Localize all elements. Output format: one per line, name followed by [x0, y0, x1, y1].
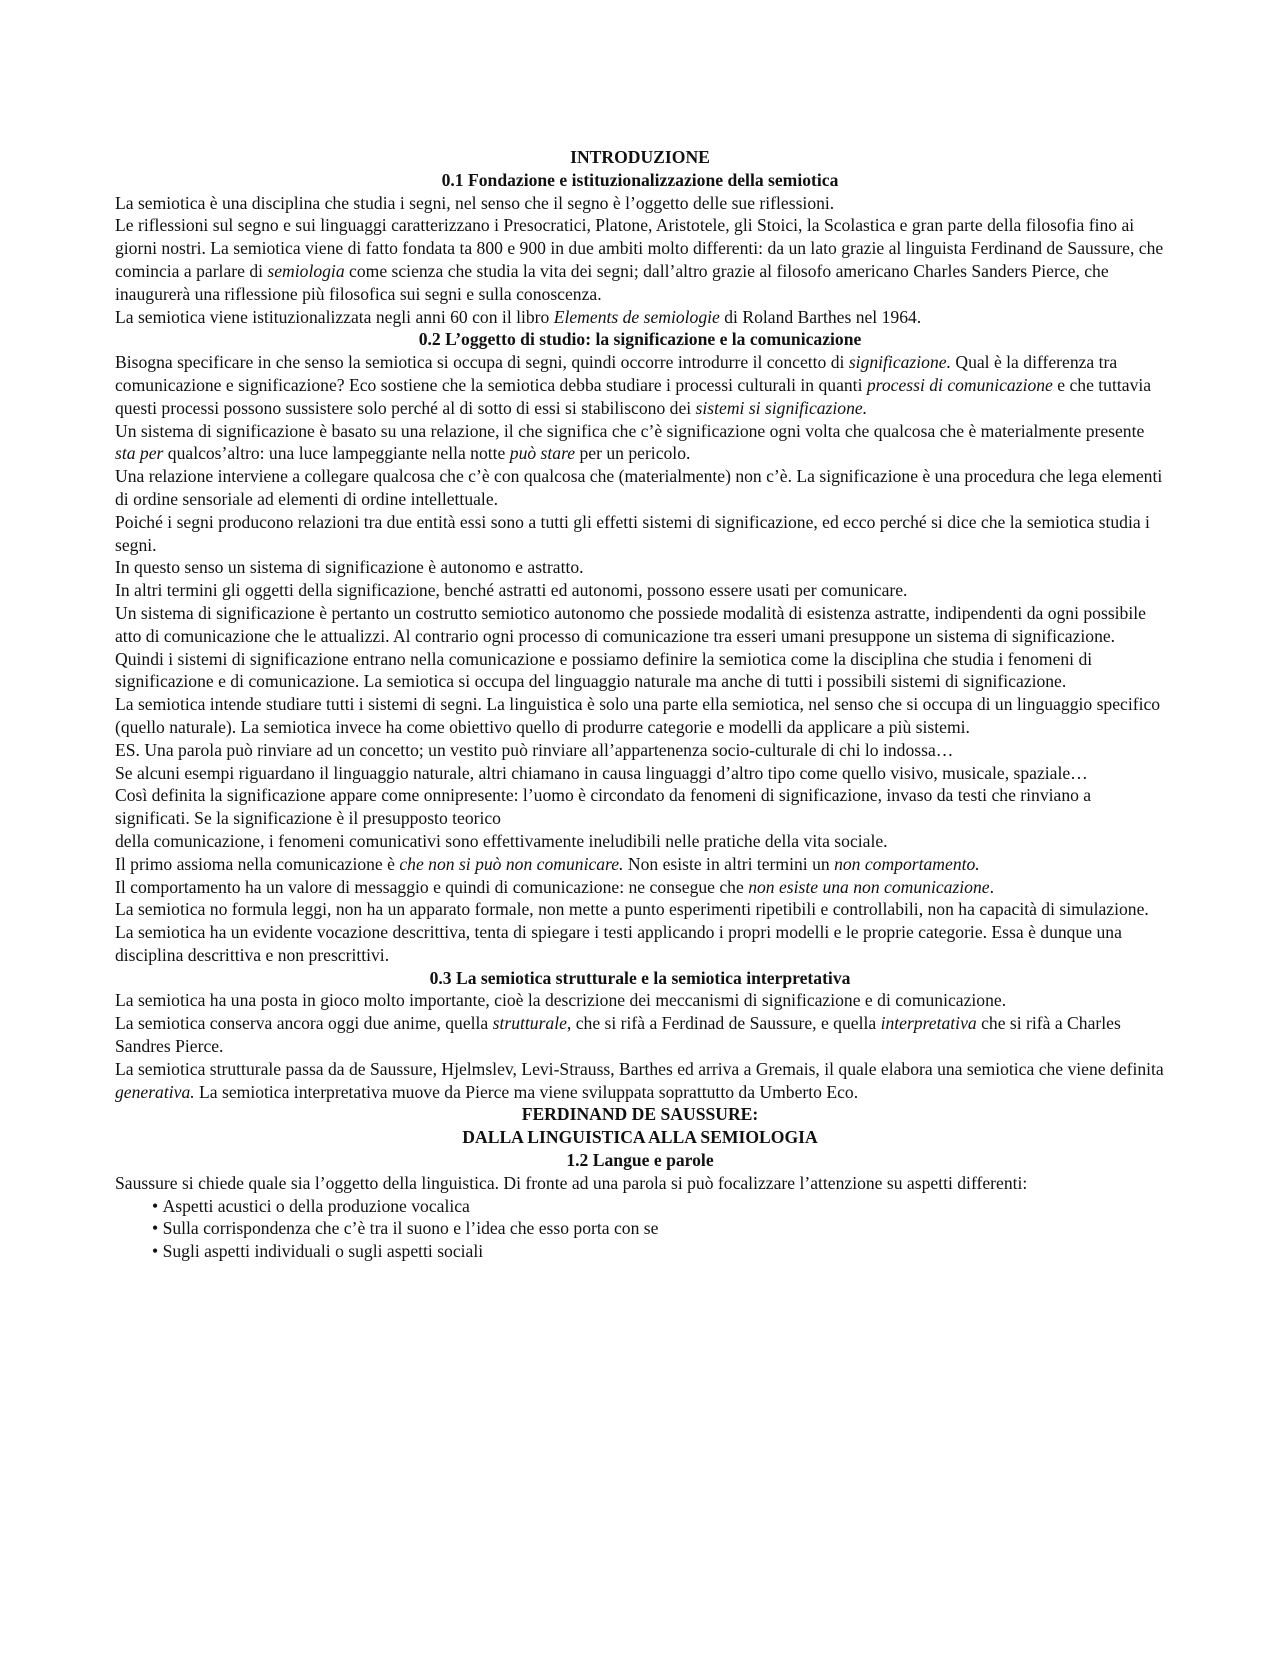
- text-run: La semiotica è una disciplina che studia i segni, nel senso che il segno è l’oggetto delle sue riflessioni.: [115, 192, 835, 213]
- section-heading: 0.1 Fondazione e istituzionalizzazione della semiotica: [441, 169, 839, 190]
- text-run: della comunicazione, i fenomeni comunicativi sono effettivamente ineludibili nelle pratiche della vita sociale.: [115, 830, 888, 851]
- paragraph: [115, 420, 1165, 466]
- text-run: Qual è la differenza tra comunicazione e significazione? Eco sostiene che la semiotica debba studiare i processi culturali in quanti: [115, 352, 1118, 395]
- text-run: In questo senso un sistema di significazione è autonomo e astratto.: [115, 557, 584, 578]
- text-run: La semiotica ha una posta in gioco molto importante, cioè la descrizione dei meccanismi di significazione e di comunicazione.: [115, 990, 1007, 1011]
- paragraph: [115, 762, 1165, 785]
- text-run: La semiotica intende studiare tutti i sistemi di segni. La linguistica è solo una parte ella semiotica, nel senso che si occupa di un linguaggio specifico (quello naturale). La semiotica invece ha come obiettivo quello di produrre categorie e modelli da applicare a più sistemi.: [115, 694, 1161, 737]
- text-run: qualcos’altro: una luce lampeggiante nella notte: [163, 443, 510, 464]
- paragraph: [115, 784, 1165, 830]
- text-run: Saussure si chiede quale sia l’oggetto della linguistica. Di fronte ad una parola si può focalizzare l’attenzione su aspetti differenti:: [115, 1172, 1028, 1193]
- italic-text: generativa.: [115, 1081, 195, 1102]
- italic-text: processi di comunicazione: [866, 374, 1053, 395]
- section-heading: 1.2 Langue e parole: [566, 1150, 714, 1171]
- paragraph: [115, 876, 1165, 899]
- paragraph: [115, 351, 1165, 419]
- paragraph: [115, 648, 1165, 694]
- section-heading: 0.3 La semiotica strutturale e la semiotica interpretativa: [429, 967, 851, 988]
- text-run: La semiotica strutturale passa da de Saussure, Hjelmslev, Levi-Strauss, Barthes ed arriva a Gremais, il quale elabora una semiotica che viene definita: [115, 1058, 1164, 1079]
- paragraph: [115, 1172, 1165, 1195]
- section-heading: 0.2 L’oggetto di studio: la significazione e la comunicazione: [418, 329, 862, 350]
- text-run: di Roland Barthes nel 1964.: [719, 306, 922, 327]
- text-run: come scienza che studia la vita dei segni; dall’altro grazie al filosofo americano Charles Sanders Pierce, che inaugurerà una riflessione più filosofica sui segni e sulla conoscenza.: [115, 260, 1109, 304]
- text-run: che si rifà a Charles Sandres Pierce.: [115, 1013, 1121, 1057]
- paragraph: [115, 511, 1165, 557]
- text-run: Un sistema di significazione è pertanto un costrutto semiotico autonomo che possiede modalità di esistenza astratte, indipendenti da ogni possibile atto di comunicazione che le attualizzi. Al contrario ogni processo di comunicazione tra esseri umani presuppone un sistema di significazione.: [115, 602, 1146, 646]
- text-run: Quindi i sistemi di significazione entrano nella comunicazione e possiamo definire la semiotica come la disciplina che studia i fenomeni di significazione e di comunicazione. La semiotica si occupa del linguaggio naturale ma anche di tutti i possibili sistemi di significazione.: [115, 648, 1093, 692]
- text-run: La semiotica no formula leggi, non ha un apparato formale, non mette a punto esperimenti ripetibili e controllabili, non ha capacità di simulazione. La semiotica ha un evidente vocazione descrittiva, tenta di spiegare i testi applicando i propri modelli e le proprie categorie. Essa è dunque una disciplina descrittiva e non prescrittivi.: [115, 899, 1149, 965]
- italic-text: semiologia: [267, 260, 345, 281]
- text-run: Se alcuni esempi riguardano il linguaggio naturale, altri chiamano in causa linguaggi d’altro tipo come quello visivo, musicale, spaziale…: [115, 762, 1088, 783]
- italic-text: sistemi si significazione.: [695, 397, 868, 418]
- section-heading: DALLA LINGUISTICA ALLA SEMIOLOGIA: [462, 1127, 818, 1148]
- bullet-item: • Aspetti acustici o della produzione vocalica: [152, 1195, 1165, 1218]
- text-run: ES. Una parola può rinviare ad un concetto; un vestito può rinviare all’appartenenza socio-culturale di chi lo indossa…: [115, 739, 954, 760]
- paragraph: [115, 602, 1165, 648]
- text-run: , che si rifà a Ferdinad de Saussure, e quella: [566, 1013, 881, 1034]
- bullet-item: • Sulla corrispondenza che c’è tra il suono e l’idea che esso porta con se: [152, 1217, 1165, 1240]
- text-run: Così definita la significazione appare come onnipresente: l’uomo è circondato da fenomeni di significazione, invaso da testi che rinviano a significati. Se la significazione è il presupposto teorico: [115, 785, 1092, 829]
- paragraph: [115, 898, 1165, 966]
- text-run: Poiché i segni producono relazioni tra due entità essi sono a tutti gli effetti sistemi di significazione, ed ecco perché si dice che la semiotica studia i segni.: [115, 511, 1150, 555]
- italic-text: significazione.: [848, 352, 951, 373]
- paragraph: [115, 192, 1165, 215]
- paragraph: [115, 1058, 1165, 1104]
- italic-text: può stare: [509, 443, 576, 464]
- paragraph: [115, 465, 1165, 511]
- section-heading: FERDINAND DE SAUSSURE:: [521, 1104, 759, 1125]
- italic-text: interpretativa: [880, 1013, 977, 1034]
- paragraph: [115, 306, 1165, 329]
- italic-text: non esiste una non comunicazione: [748, 876, 990, 897]
- paragraph: [115, 853, 1165, 876]
- paragraph: [115, 1012, 1165, 1058]
- text-run: Il comportamento ha un valore di messaggio e quindi di comunicazione: ne consegue che: [115, 876, 749, 897]
- bullet-item: • Sugli aspetti individuali o sugli aspetti sociali: [152, 1240, 1165, 1263]
- italic-text: strutturale: [492, 1013, 567, 1034]
- text-run: e che tuttavia questi processi possono sussistere solo perché al di sotto di essi si stabiliscono dei: [115, 374, 1152, 418]
- text-run: Una relazione interviene a collegare qualcosa che c’è con qualcosa che (materialmente) non c’è. La significazione è una procedura che lega elementi di ordine sensoriale ad elementi di ordine intellettuale.: [115, 466, 1163, 509]
- text-run: La semiotica conserva ancora oggi due anime, quella: [115, 1013, 493, 1034]
- text-run: Un sistema di significazione è basato su una relazione, il che significa che c’è significazione ogni volta che qualcosa che è materialmente presente: [115, 420, 1145, 441]
- text-run: Le riflessioni sul segno e sui linguaggi caratterizzano i Presocratici, Platone, Aristotele, gli Stoici, la Scolastica e gran parte della filosofia fino ai giorni nostri. La semiotica viene di fatto fondata ta 800 e 900 in due ambiti molto differenti: da un lato grazie al linguista Ferdinand de Saussure, che comincia a parlare di: [115, 215, 1164, 281]
- paragraph: [115, 693, 1165, 739]
- italic-text: che non si può non comunicare.: [399, 853, 624, 874]
- document-page: [115, 146, 1165, 1263]
- paragraph: [115, 989, 1165, 1012]
- italic-text: sta per: [115, 443, 164, 464]
- text-run: Il primo assioma nella comunicazione è: [115, 853, 400, 874]
- section-heading: INTRODUZIONE: [570, 147, 710, 167]
- paragraph: [115, 830, 1165, 853]
- text-run: In altri termini gli oggetti della significazione, benché astratti ed autonomi, possono essere usati per comunicare.: [115, 580, 908, 601]
- text-run: .: [989, 876, 994, 897]
- text-run: per un pericolo.: [575, 443, 691, 464]
- text-run: La semiotica viene istituzionalizzata negli anni 60 con il libro: [115, 306, 554, 327]
- italic-text: Elements de semiologie: [553, 306, 720, 327]
- bullet-list: [115, 1195, 1165, 1263]
- paragraph: [115, 579, 1165, 602]
- paragraph: [115, 556, 1165, 579]
- paragraph: [115, 739, 1165, 762]
- text-run: Non esiste in altri termini un: [623, 853, 835, 874]
- paragraph: [115, 214, 1165, 305]
- italic-text: non comportamento.: [834, 853, 980, 874]
- text-run: La semiotica interpretativa muove da Pierce ma viene sviluppata soprattutto da Umberto Eco.: [194, 1081, 859, 1102]
- text-run: Bisogna specificare in che senso la semiotica si occupa di segni, quindi occorre introdurre il concetto di: [115, 352, 849, 373]
